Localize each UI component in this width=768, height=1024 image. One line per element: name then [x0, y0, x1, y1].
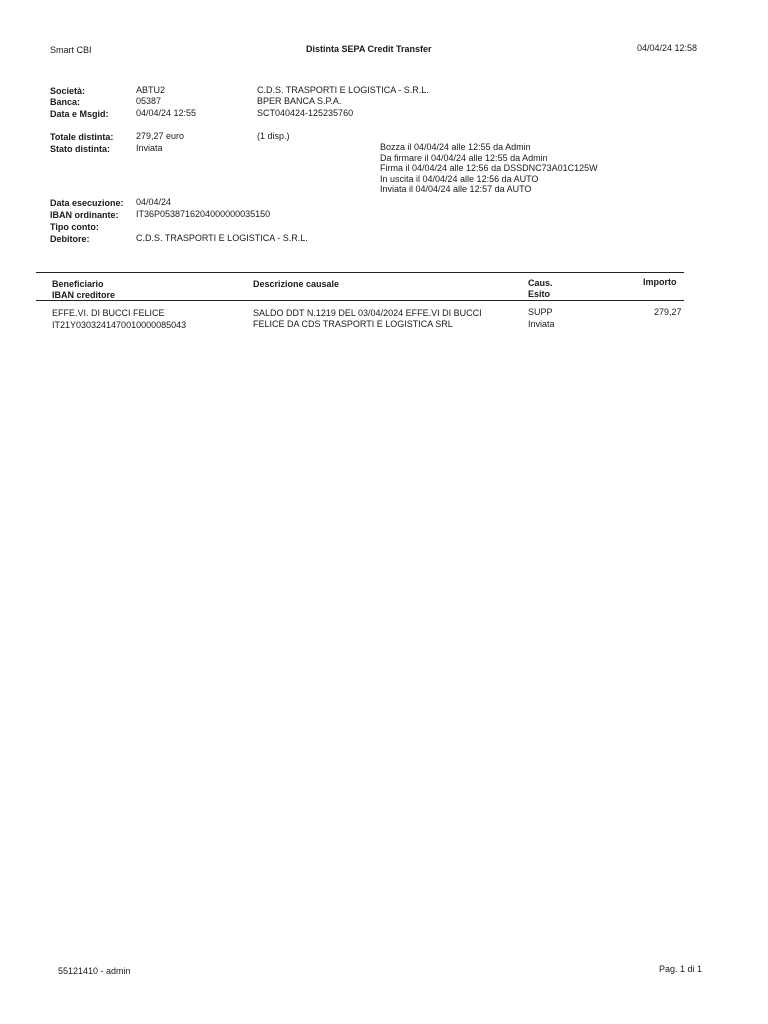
status-log-entry: Firma il 04/04/24 alle 12:56 da DSSDNC73A01C125W: [380, 163, 598, 174]
stato-label: Stato distinta:: [50, 144, 110, 154]
banca-code: 05387: [136, 96, 162, 106]
banca-label: Banca:: [50, 97, 81, 107]
societa-label: Società:: [50, 86, 86, 96]
col-header-iban-creditore: IBAN creditore: [52, 290, 116, 300]
row-iban-creditore: IT21Y0303241470010000085043: [52, 320, 187, 330]
iban-ordinante-label: IBAN ordinante:: [50, 210, 119, 220]
data-esecuzione-label: Data esecuzione:: [50, 198, 124, 208]
msgid-value: SCT040424-125235760: [257, 108, 354, 118]
col-header-importo: Importo: [643, 277, 677, 287]
status-log-entry: Inviata il 04/04/24 alle 12:57 da AUTO: [380, 184, 532, 195]
data-msgid-date: 04/04/24 12:55: [136, 108, 197, 118]
data-msgid-label: Data e Msgid:: [50, 109, 109, 119]
status-log-entry: In uscita il 04/04/24 alle 12:56 da AUTO: [380, 173, 539, 184]
societa-name: C.D.S. TRASPORTI E LOGISTICA - S.R.L.: [257, 85, 429, 95]
row-esito: Inviata: [528, 319, 555, 329]
data-esecuzione-value: 04/04/24: [136, 197, 172, 207]
col-header-caus: Caus.: [528, 278, 553, 288]
table-top-rule: [36, 272, 684, 273]
col-header-esito: Esito: [528, 289, 551, 299]
app-name: Smart CBI: [50, 45, 92, 55]
row-descrizione-line1: SALDO DDT N.1219 DEL 03/04/2024 EFFE.VI DI BUCCI: [253, 308, 482, 318]
iban-ordinante-value: IT36P0538716204000000035150: [136, 209, 271, 219]
document-title: Distinta SEPA Credit Transfer: [306, 44, 432, 54]
disp-count: (1 disp.): [257, 131, 290, 141]
banca-name: BPER BANCA S.P.A.: [257, 96, 342, 106]
table-header-rule: [36, 300, 684, 301]
stato-value: Inviata: [136, 143, 163, 153]
row-importo: 279,27: [654, 307, 682, 317]
status-log-entry: Bozza il 04/04/24 alle 12:55 da Admin: [380, 142, 531, 152]
col-header-beneficiario: Beneficiario: [52, 279, 104, 289]
row-descrizione-line2: FELICE DA CDS TRASPORTI E LOGISTICA SRL: [253, 319, 453, 329]
col-header-descrizione: Descrizione causale: [253, 279, 340, 289]
totale-value: 279,27 euro: [136, 131, 185, 141]
row-beneficiario: EFFE.VI. DI BUCCI FELICE: [52, 308, 165, 318]
status-log-entry: Da firmare il 04/04/24 alle 12:55 da Admin: [380, 152, 548, 163]
societa-code: ABTU2: [136, 85, 166, 95]
print-datetime: 04/04/24 12:58: [637, 43, 698, 53]
status-log: [380, 142, 598, 195]
debitore-value: C.D.S. TRASPORTI E LOGISTICA - S.R.L.: [136, 233, 308, 243]
page-number: Pag. 1 di 1: [659, 964, 703, 974]
debitore-label: Debitore:: [50, 234, 90, 244]
footer-user: 55121410 - admin: [58, 966, 131, 976]
tipo-conto-label: Tipo conto:: [50, 222, 99, 232]
row-caus: SUPP: [528, 307, 553, 317]
totale-label: Totale distinta:: [50, 132, 114, 142]
